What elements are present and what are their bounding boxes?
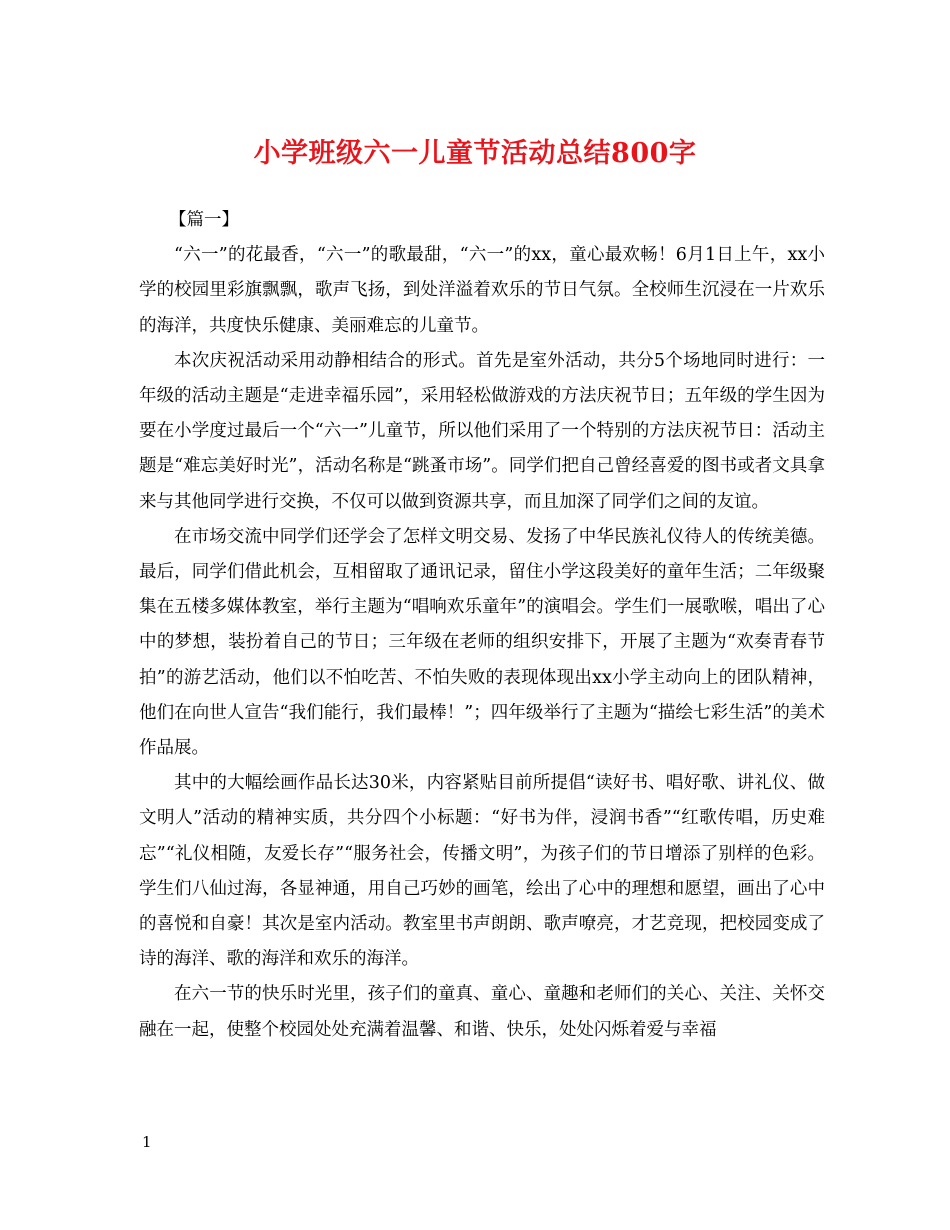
paragraph-3: 在市场交流中同学们还学会了怎样文明交易、发扬了中华民族礼仪待人的传统美德。最后，同学们借此机会，互相留取了通讯记录，留住小学这段美好的童年生活；二年级聚集在五楼多媒体教室，举行主题为“唱响欢乐童年”的演唱会。学生们一展歌喉，唱出了心中的梦想，装扮着自己的节日；三年级在老师的组织安排下，开展了主题为“欢奏青春节拍”的游艺活动，他们以不怕吃苦、不怕失败的表现体现出xx小学主动向上的团队精神，他们在向世人宣告“我们能行，我们最棒！”；四年级举行了主题为“描绘七彩生活”的美术作品展。 [139,526,825,759]
document-body [139,203,825,1048]
page-number: 1 [142,1133,152,1151]
paragraph-1: “六一”的花最香，“六一”的歌最甜，“六一”的xx，童心最欢畅！6月1日上午，xx小学的校园里彩旗飘飘，歌声飞扬，到处洋溢着欢乐的节日气氛。全校师生沉浸在一片欢乐的海洋，共度快乐健康、美丽难忘的儿童节。 [139,245,825,336]
section-label: 【篇一】 [169,210,239,230]
paragraph-4: 其中的大幅绘画作品长达30米，内容紧贴目前所提倡“读好书、唱好歌、讲礼仪、做文明人”活动的精神实质，共分四个小标题：“好书为伴，浸润书香”“红歌传唱，历史难忘”“礼仪相随，友爱长存”“服务社会，传播文明”，为孩子们的节日增添了别样的色彩。学生们八仙过海，各显神通，用自己巧妙的画笔，绘出了心中的理想和愿望，画出了心中的喜悦和自豪！其次是室内活动。教室里书声朗朗、歌声嘹亮，才艺竞现，把校园变成了诗的海洋、歌的海洋和欢乐的海洋。 [139,773,825,970]
paragraph-2: 本次庆祝活动采用动静相结合的形式。首先是室外活动，共分5个场地同时进行：一年级的活动主题是“走进幸福乐园”，采用轻松做游戏的方法庆祝节日；五年级的学生因为要在小学度过最后一个“六一”儿童节，所以他们采用了一个特别的方法庆祝节日：活动主题是“难忘美好时光”，活动名称是“跳蚤市场”。同学们把自己曾经喜爱的图书或者文具拿来与其他同学进行交换，不仅可以做到资源共享，而且加深了同学们之间的友谊。 [139,350,825,512]
document-title: 小学班级六一儿童节活动总结800字 [253,138,697,169]
paragraph-5: 在六一节的快乐时光里，孩子们的童真、童心、童趣和老师们的关心、关注、关怀交融在一起，使整个校园处处充满着温馨、和谐、快乐，处处闪烁着爱与幸福 [139,984,825,1040]
